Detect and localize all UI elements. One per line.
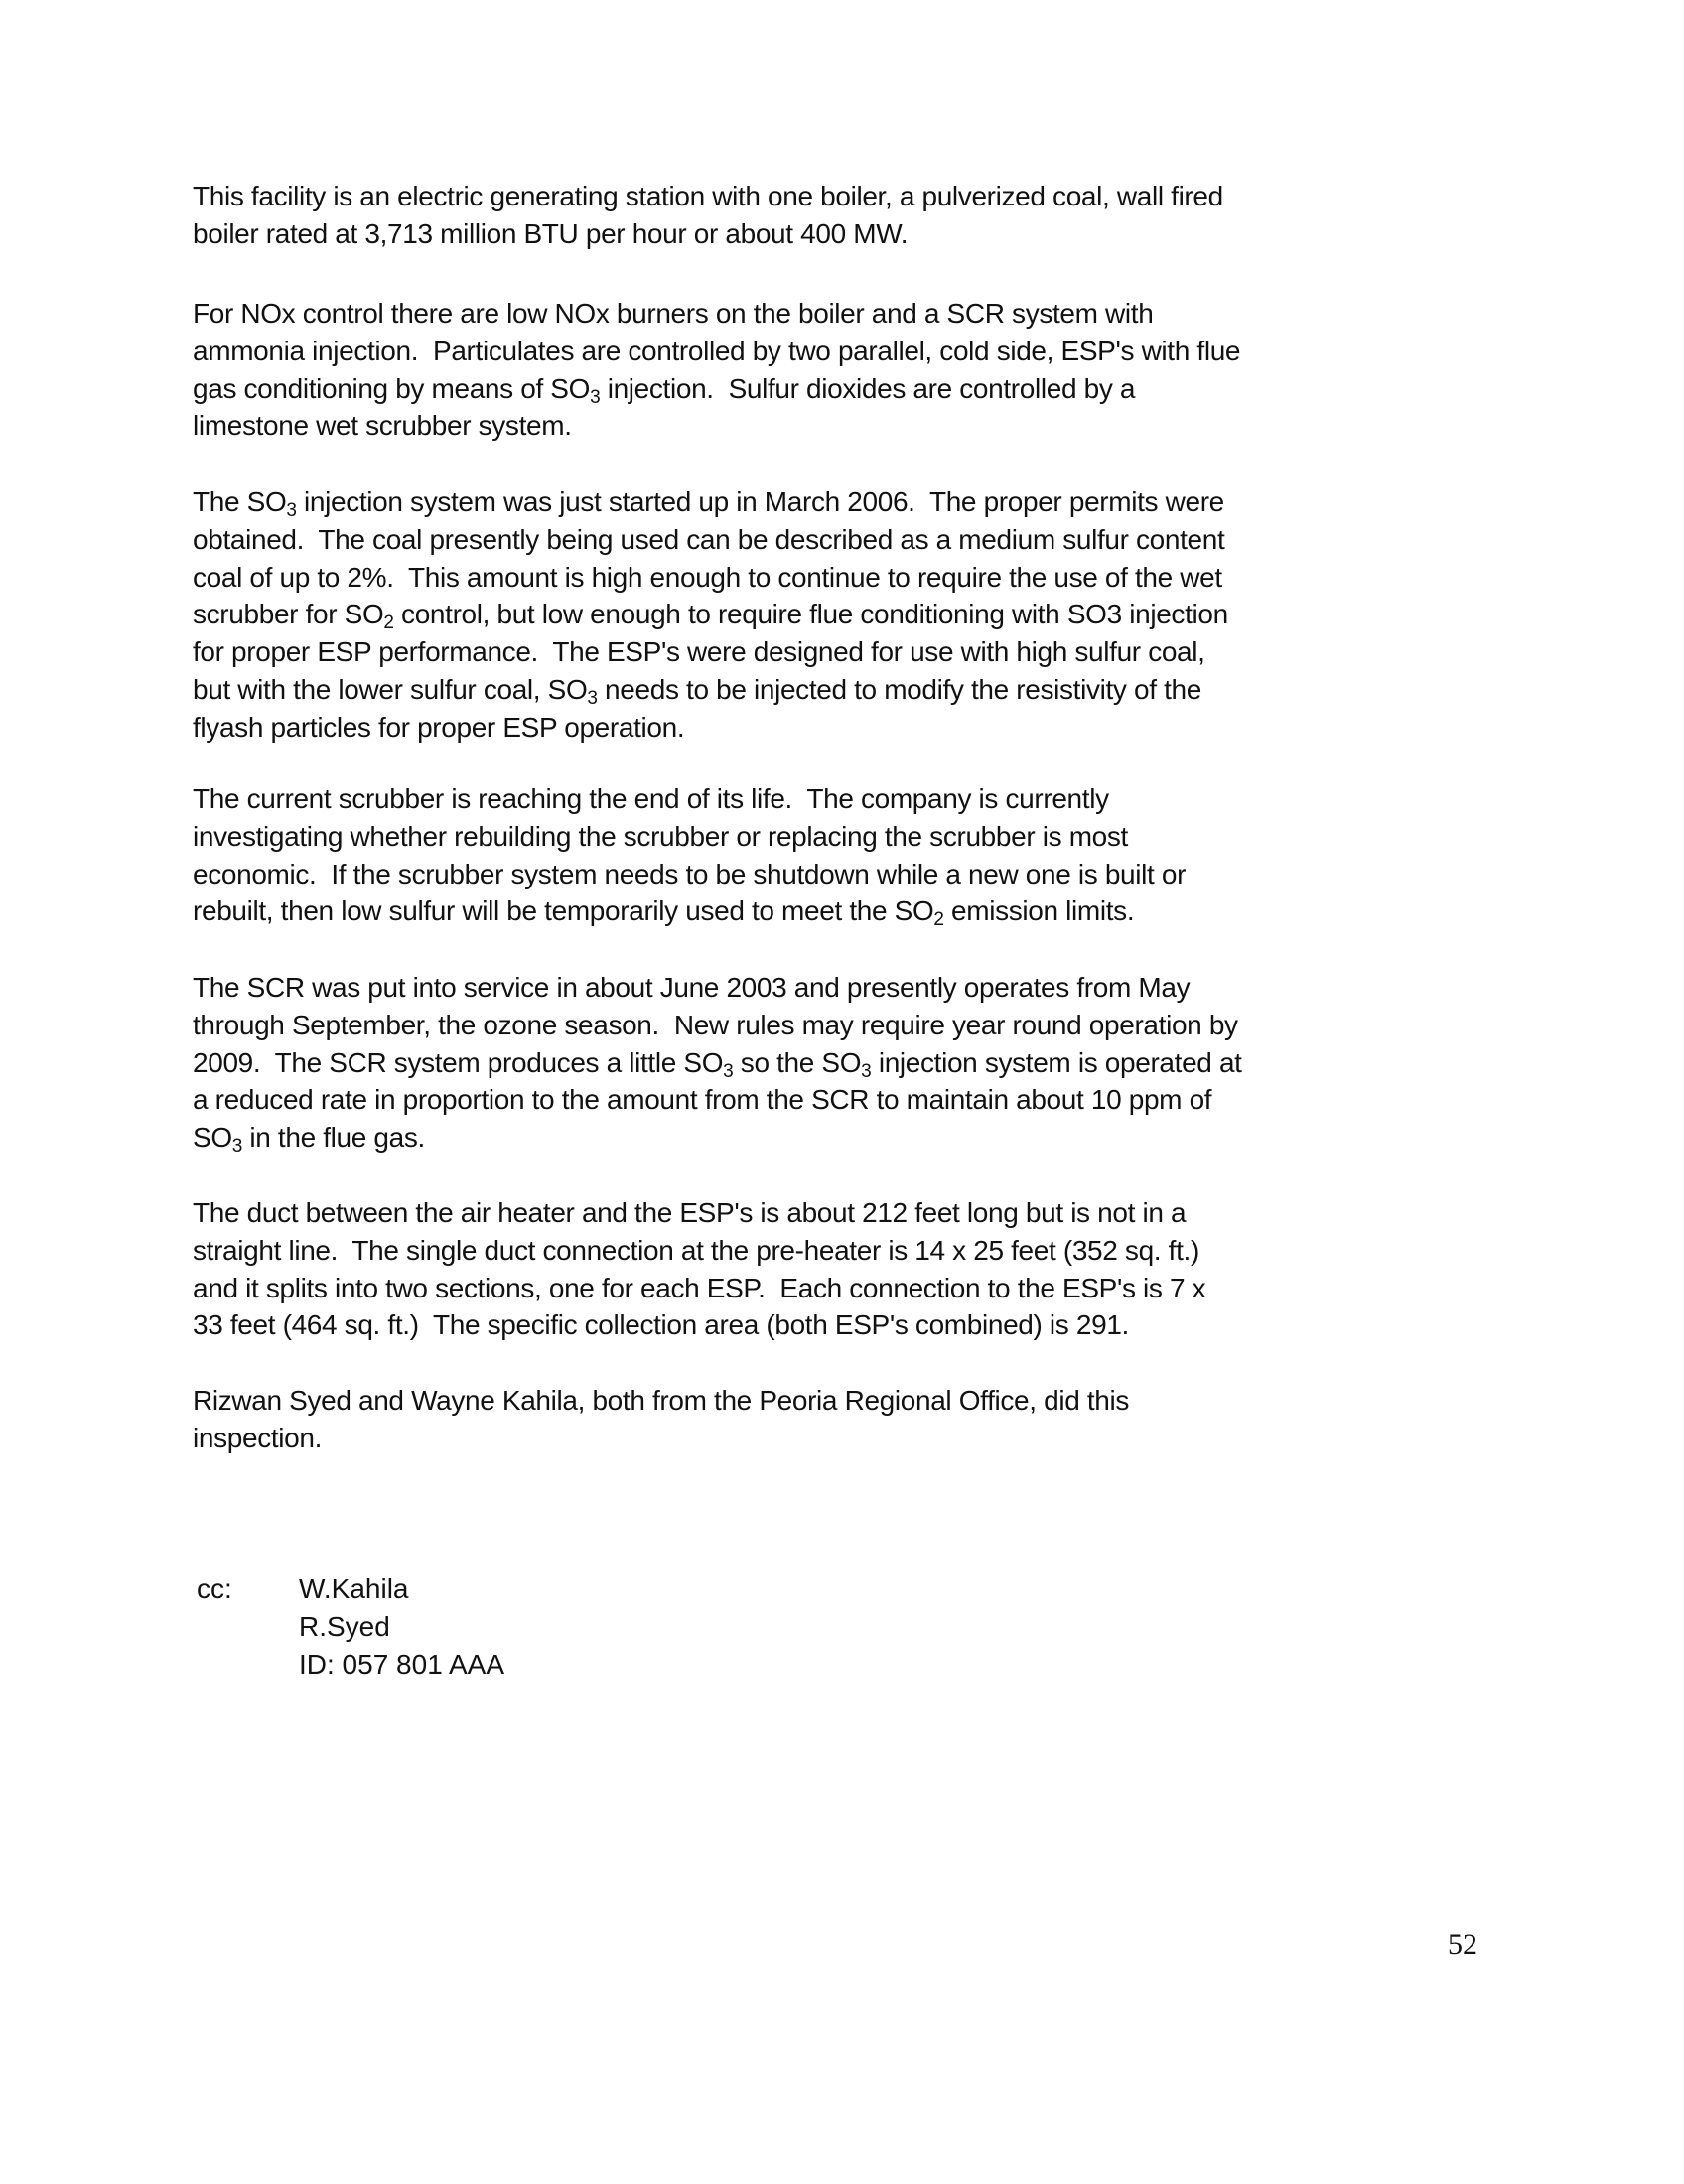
- text-line: [193, 1420, 1129, 1457]
- text-segment: so the SO: [733, 1046, 862, 1078]
- text-segment: for proper ESP performance. The ESP's were designed for use with high sulfur coal,: [193, 636, 1205, 668]
- text-line: [193, 483, 1228, 521]
- text-line: [193, 178, 1223, 215]
- text-segment: The SCR was put into service in about June 2003 and presently operates from May: [193, 972, 1191, 1003]
- text-segment: injection. Sulfur dioxides are controlled by a: [600, 372, 1136, 404]
- subscript: 3: [286, 500, 297, 521]
- cc-recipient: R.Syed: [299, 1610, 390, 1642]
- text-line: [193, 671, 1228, 709]
- text-line: [193, 370, 1240, 408]
- subscript: 3: [590, 386, 601, 408]
- subscript: 2: [383, 613, 394, 634]
- text-line: [193, 633, 1228, 671]
- text-line: [193, 1382, 1129, 1420]
- text-segment: The duct between the air heater and the ESP's is about 212 feet long but is not in a: [193, 1197, 1187, 1228]
- text-segment: The current scrubber is reaching the end of its life. The company is currently: [193, 783, 1109, 814]
- text-line: [193, 215, 1223, 253]
- text-line: [193, 333, 1240, 370]
- text-segment: in the flue gas.: [241, 1122, 425, 1154]
- text-segment: SO: [193, 1122, 232, 1154]
- text-segment: obtained. The coal presently being used can be described as a medium sulfur content: [193, 523, 1225, 555]
- text-segment: rebuilt, then low sulfur will be temporarily used to meet the SO: [193, 895, 934, 927]
- text-segment: The SO: [193, 486, 287, 517]
- paragraph: [193, 780, 1186, 930]
- text-line: [193, 780, 1186, 818]
- text-line: [193, 1044, 1242, 1082]
- text-line: [193, 407, 1240, 445]
- text-line: [193, 892, 1186, 930]
- text-segment: This facility is an electric generating station with one boiler, a pulverized coal, wall fired: [193, 181, 1223, 211]
- text-line: [193, 1081, 1242, 1119]
- paragraph: [193, 483, 1228, 747]
- text-segment: For NOx control there are low NOx burners on the boiler and a SCR system with: [193, 298, 1154, 329]
- text-segment: emission limits.: [943, 895, 1135, 927]
- text-segment: injection system was just started up in March 2006. The proper permits were: [296, 486, 1224, 517]
- text-segment: 2009. The SCR system produces a little SO: [193, 1046, 724, 1078]
- text-segment: needs to be injected to modify the resistivity of the: [597, 673, 1201, 705]
- text-segment: through September, the ozone season. New rules may require year round operation by: [193, 1009, 1238, 1040]
- text-line: [193, 559, 1228, 597]
- subscript: 3: [723, 1060, 734, 1082]
- text-segment: economic. If the scrubber system needs to be shutdown while a new one is built or: [193, 858, 1187, 889]
- text-segment: boiler rated at 3,713 million BTU per hour or about 400 MW.: [193, 217, 909, 249]
- text-segment: injection system is operated at: [871, 1046, 1242, 1078]
- text-segment: a reduced rate in proportion to the amount from the SCR to maintain about 10 ppm of: [193, 1084, 1212, 1116]
- cc-recipient: W.Kahila: [299, 1573, 409, 1604]
- text-segment: and it splits into two sections, one for each ESP. Each connection to the ESP's is 7 x: [193, 1272, 1206, 1303]
- paragraph: [193, 1382, 1129, 1457]
- text-segment: investigating whether rebuilding the scrubber or replacing the scrubber is most: [193, 820, 1128, 852]
- text-line: [193, 856, 1186, 893]
- paragraph: [193, 1194, 1205, 1344]
- text-line: [193, 295, 1240, 333]
- page-number: 52: [1448, 1928, 1477, 1961]
- text-segment: coal of up to 2%. This amount is high enough to continue to require the use of the wet: [193, 561, 1222, 593]
- text-segment: inspection.: [193, 1422, 323, 1453]
- text-line: [193, 1194, 1205, 1232]
- text-segment: Rizwan Syed and Wayne Kahila, both from the Peoria Regional Office, did this: [193, 1385, 1130, 1416]
- cc-recipients: [299, 1570, 504, 1683]
- text-segment: straight line. The single duct connection at the pre-heater is 14 x 25 feet (352 sq. ft.): [193, 1234, 1199, 1266]
- subscript: 3: [231, 1136, 242, 1158]
- subscript: 3: [861, 1060, 872, 1082]
- subscript: 2: [933, 909, 944, 931]
- text-segment: 33 feet (464 sq. ft.) The specific collection area (both ESP's combined) is 291.: [193, 1309, 1129, 1341]
- text-line: [193, 709, 1228, 747]
- text-segment: scrubber for SO: [193, 599, 384, 630]
- text-segment: ammonia injection. Particulates are controlled by two parallel, cold side, ESP's with flue: [193, 335, 1241, 366]
- facility-id: ID: 057 801 AAA: [299, 1648, 505, 1680]
- text-segment: flyash particles for proper ESP operation.: [193, 711, 685, 743]
- text-line: [193, 1270, 1205, 1307]
- text-segment: gas conditioning by means of SO: [193, 372, 591, 404]
- text-line: [193, 1232, 1205, 1270]
- paragraph: [193, 178, 1223, 253]
- cc-label: cc:: [197, 1573, 232, 1604]
- subscript: 3: [587, 687, 598, 709]
- paragraph: [193, 295, 1240, 445]
- text-segment: limestone wet scrubber system.: [193, 410, 572, 442]
- text-line: [193, 818, 1186, 856]
- paragraph: [193, 969, 1242, 1157]
- text-segment: but with the lower sulfur coal, SO: [193, 673, 588, 705]
- text-segment: control, but low enough to require flue conditioning with SO3 injection: [393, 599, 1228, 630]
- text-line: [193, 969, 1242, 1007]
- text-line: [193, 1119, 1242, 1157]
- text-line: [193, 1007, 1242, 1044]
- text-line: [193, 521, 1228, 559]
- text-line: [193, 596, 1228, 633]
- text-line: [193, 1306, 1205, 1344]
